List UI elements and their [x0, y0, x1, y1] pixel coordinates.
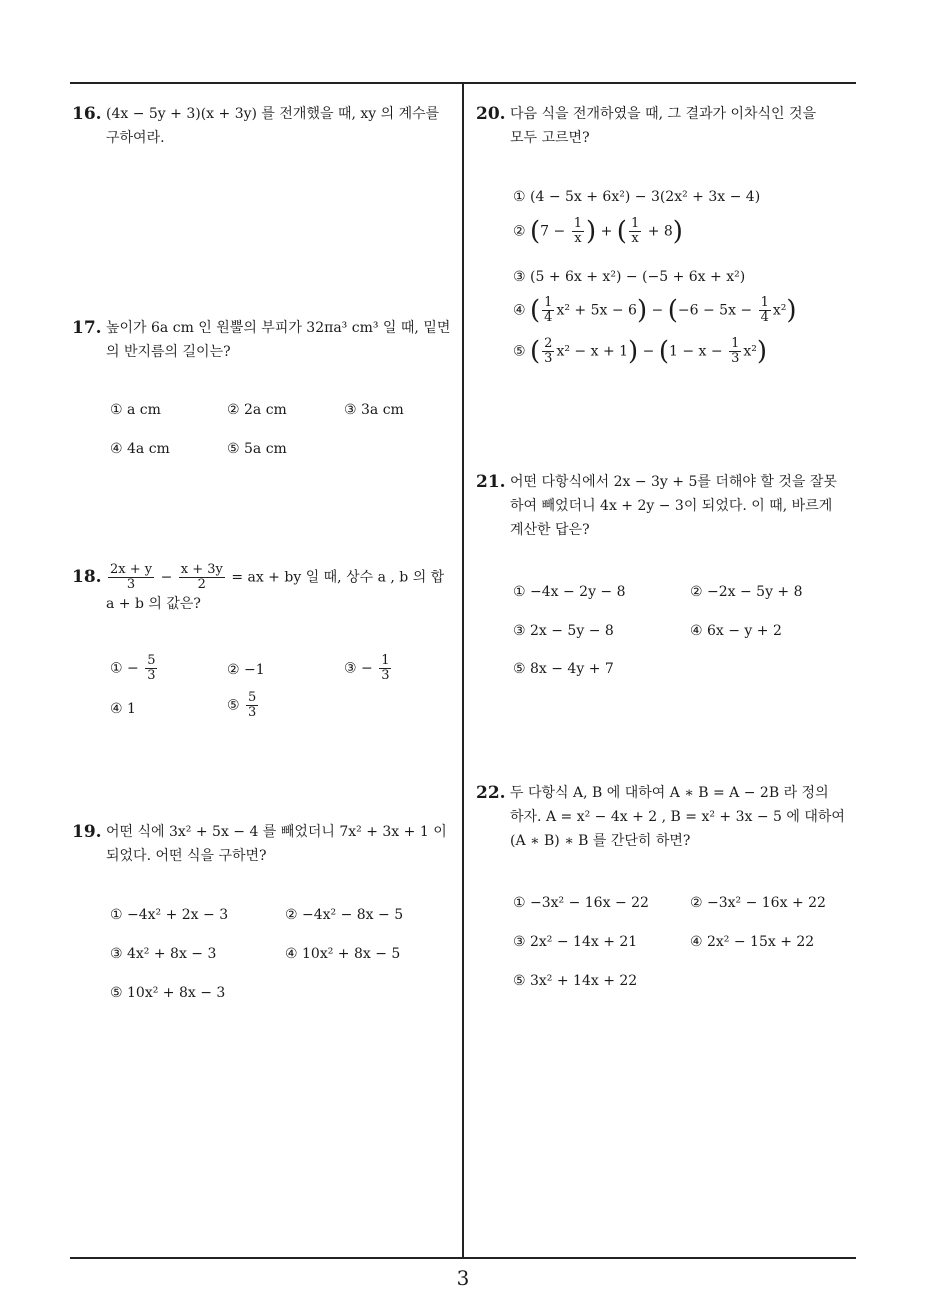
denominator: 3: [147, 668, 156, 683]
question-number: 18.: [72, 567, 102, 587]
q17-option-1[interactable]: ① a cm: [110, 402, 161, 418]
numerator: x + 3y: [180, 562, 223, 577]
q19-option-2[interactable]: ② −4x² − 8x − 5: [285, 907, 404, 923]
question-number: 17.: [72, 318, 102, 338]
question-line: 어떤 식에 3x² + 5x − 4 를 빼었더니 7x² + 3x + 1 이: [106, 824, 447, 840]
term: −6 − 5x −: [677, 302, 753, 319]
q20-option-5[interactable]: [513, 337, 767, 366]
term: x² + 5x − 6: [556, 302, 637, 319]
q22-option-3[interactable]: ③ 2x² − 14x + 21: [513, 934, 638, 950]
fraction: [246, 691, 258, 720]
fraction: [179, 563, 225, 592]
question-number: 20.: [476, 104, 506, 124]
q22-option-4[interactable]: ④ 2x² − 15x + 22: [690, 934, 815, 950]
denominator: x: [574, 231, 582, 246]
denominator: x: [631, 231, 639, 246]
question-number: 16.: [72, 104, 102, 124]
fraction: [108, 563, 154, 592]
option-marker: ③: [344, 660, 357, 677]
term: x² − x + 1: [556, 343, 629, 360]
paren-close: ): [786, 295, 797, 326]
paren-close: ): [586, 216, 597, 247]
q21-option-5[interactable]: ⑤ 8x − 4y + 7: [513, 661, 614, 677]
denominator: 3: [731, 351, 740, 366]
question-text: [106, 102, 457, 150]
term: + 8: [647, 223, 673, 240]
term: 1 − x −: [668, 343, 723, 360]
paren-open: (: [530, 295, 541, 326]
q22-option-1[interactable]: ① −3x² − 16x − 22: [513, 895, 649, 911]
denominator: 3: [544, 351, 553, 366]
question-line: (4x − 5y + 3)(x + 3y) 를 전개했을 때, xy 의 계수를: [106, 106, 440, 122]
fraction: [542, 296, 554, 325]
question-line: 의 반지름의 길이는?: [106, 344, 231, 360]
fraction: [629, 217, 641, 246]
question-19: [72, 820, 457, 868]
numerator: 1: [760, 295, 769, 310]
q18-option-4[interactable]: ④ 1: [110, 701, 136, 717]
option-marker: ①: [110, 660, 123, 677]
paren-open: (: [530, 336, 541, 367]
question-20: [476, 102, 861, 150]
q19-option-1[interactable]: ① −4x² + 2x − 3: [110, 907, 229, 923]
q18-option-3[interactable]: [344, 654, 393, 683]
q20-option-1[interactable]: ① (4 − 5x + 6x²) − 3(2x² + 3x − 4): [513, 189, 761, 205]
question-text: [510, 470, 861, 542]
question-line: 모두 고르면?: [510, 130, 590, 146]
question-line: a + b 의 값은?: [106, 596, 201, 612]
paren-close: ): [636, 295, 648, 326]
q17-option-5[interactable]: ⑤ 5a cm: [227, 441, 287, 457]
option-marker: ②: [513, 223, 526, 240]
question-line: 하여 빼었더니 4x + 2y − 3이 되었다. 이 때, 바르게: [510, 498, 833, 514]
q20-option-4[interactable]: [513, 296, 797, 325]
numerator: 5: [147, 653, 156, 668]
q19-option-3[interactable]: ③ 4x² + 8x − 3: [110, 946, 217, 962]
question-line: 어떤 다항식에서 2x − 3y + 5를 더해야 할 것을 잘못: [510, 474, 837, 490]
fraction: [145, 654, 157, 683]
minus-sign: −: [651, 302, 664, 319]
paren-open: (: [658, 336, 669, 367]
q21-option-2[interactable]: ② −2x − 5y + 8: [690, 584, 803, 600]
q17-option-3[interactable]: ③ 3a cm: [344, 402, 404, 418]
denominator: 3: [381, 668, 390, 683]
numerator: 1: [381, 653, 390, 668]
question-line: 다음 식을 전개하였을 때, 그 결과가 이차식인 것을: [510, 106, 817, 122]
question-21: [476, 470, 861, 542]
denominator: 3: [126, 577, 136, 592]
fraction: [379, 654, 391, 683]
fraction: [572, 217, 584, 246]
equation-rest: = ax + by 일 때, 상수 a , b 의 합: [231, 569, 445, 586]
q20-option-2[interactable]: [513, 217, 683, 246]
question-number: 22.: [476, 783, 506, 803]
denominator: 2: [197, 577, 206, 592]
question-number: 19.: [72, 822, 102, 842]
column-divider: [462, 82, 464, 1258]
numerator: 1: [573, 216, 582, 231]
q18-option-1[interactable]: [110, 654, 159, 683]
numerator: 1: [544, 295, 553, 310]
q18-option-5[interactable]: [227, 691, 260, 720]
option-marker: ⑤: [227, 697, 240, 714]
question-number: 21.: [476, 472, 506, 492]
denominator: 4: [760, 310, 769, 325]
term: 7 −: [540, 223, 566, 240]
question-text: [106, 820, 457, 868]
option-marker: ⑤: [513, 343, 526, 360]
question-16: [72, 102, 457, 150]
question-line: 계산한 답은?: [510, 522, 590, 538]
denominator: 3: [248, 705, 257, 720]
option-marker: ④: [513, 302, 526, 319]
question-line: (A ∗ B) ∗ B 를 간단히 하면?: [510, 833, 691, 849]
question-line: 높이가 6a cm 인 원뿔의 부피가 32πa³ cm³ 일 때, 밑면: [106, 320, 451, 336]
fraction: [542, 337, 554, 366]
question-text: [106, 563, 457, 616]
q21-option-3[interactable]: ③ 2x − 5y − 8: [513, 623, 614, 639]
numerator: 1: [630, 216, 640, 231]
term: x²: [772, 302, 787, 319]
q22-option-5[interactable]: ⑤ 3x² + 14x + 22: [513, 973, 638, 989]
fraction: [759, 296, 771, 325]
numerator: 2: [544, 336, 553, 351]
numerator: 2x + y: [110, 562, 153, 577]
term: x²: [743, 343, 757, 360]
paren-close: ): [672, 216, 683, 247]
sign: −: [127, 660, 139, 677]
q17-option-4[interactable]: ④ 4a cm: [110, 441, 170, 457]
q19-option-4[interactable]: ④ 10x² + 8x − 5: [285, 946, 401, 962]
minus-sign: −: [160, 569, 173, 586]
numerator: 1: [731, 336, 740, 351]
question-22: [476, 781, 861, 853]
question-line: 되었다. 어떤 식을 구하면?: [106, 848, 267, 864]
denominator: 4: [544, 310, 553, 325]
question-text: [510, 102, 861, 150]
q20-option-3[interactable]: ③ (5 + 6x + x²) − (−5 + 6x + x²): [513, 269, 746, 285]
q21-option-1[interactable]: ① −4x − 2y − 8: [513, 584, 626, 600]
q22-option-2[interactable]: ② −3x² − 16x + 22: [690, 895, 826, 911]
q21-option-4[interactable]: ④ 6x − y + 2: [690, 623, 782, 639]
fraction: [729, 337, 741, 366]
paren-open: (: [530, 216, 541, 247]
question-text: [510, 781, 861, 853]
numerator: 5: [248, 690, 257, 705]
question-line: 하자. A = x² − 4x + 2 , B = x² + 3x − 5 에 대하여: [510, 809, 845, 825]
plus-sign: +: [600, 223, 613, 240]
page-number: 3: [456, 1266, 470, 1290]
question-line: [106, 563, 457, 592]
question-text: [106, 316, 457, 364]
q18-option-2[interactable]: ② −1: [227, 662, 265, 678]
minus-sign: −: [642, 343, 655, 360]
paren-close: ): [756, 336, 768, 367]
paren-open: (: [667, 295, 678, 326]
question-line: 두 다항식 A, B 에 대하여 A ∗ B = A − 2B 라 정의: [510, 785, 829, 801]
paren-close: ): [628, 336, 639, 367]
q19-option-5[interactable]: ⑤ 10x² + 8x − 3: [110, 985, 226, 1001]
sign: −: [361, 660, 373, 677]
question-line: 구하여라.: [106, 130, 165, 146]
paren-open: (: [616, 216, 627, 247]
question-17: [72, 316, 457, 364]
q17-option-2[interactable]: ② 2a cm: [227, 402, 287, 418]
bottom-rule: [70, 1257, 856, 1259]
question-18: [72, 563, 457, 616]
